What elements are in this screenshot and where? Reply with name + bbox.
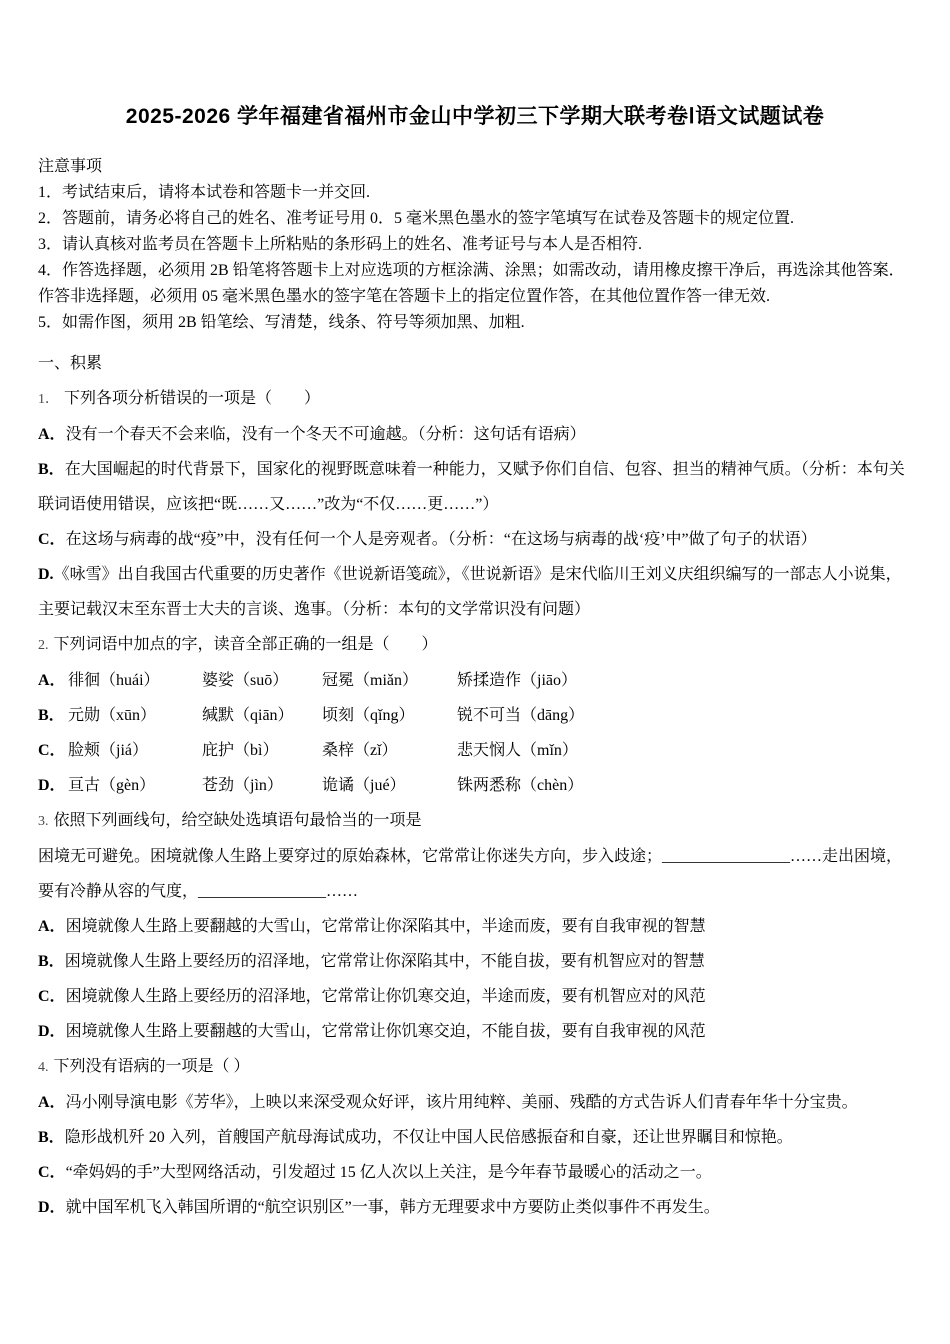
pronunciation-term: 悲天悯人（mǐn） [457, 742, 578, 759]
option-letter: D. [38, 566, 54, 583]
q1-option-d [38, 557, 912, 627]
question-2-stem [38, 627, 912, 663]
option-letter: B． [38, 953, 65, 970]
option-letter: C． [38, 531, 66, 548]
q2-option-b [38, 698, 912, 733]
pronunciation-term: 冠冕（miǎn） [322, 672, 418, 689]
pronunciation-term: 桑梓（zǐ） [322, 742, 398, 759]
q1-option-a [38, 417, 912, 452]
option-text: 困境就像人生路上要翻越的大雪山，它常常让你饥寒交迫，不能自拔，要有自我审视的风范 [65, 1023, 706, 1040]
question-number: 3. [38, 814, 49, 829]
option-letter: A． [38, 672, 66, 689]
question-number: 2. [38, 638, 49, 653]
q4-option-b [38, 1120, 912, 1155]
q2-option-c [38, 733, 912, 768]
question-4-stem [38, 1049, 912, 1085]
question-number: 4. [38, 1060, 49, 1075]
option-letter: C． [38, 988, 66, 1005]
q2-option-a [38, 663, 912, 698]
notice-item: 2．答题前，请务必将自己的姓名、准考证号用 0．5 毫米黑色墨水的签字笔填写在试卷及答题卡的规定位置. [38, 210, 795, 227]
pronunciation-term: 苍劲（jìn） [202, 777, 283, 794]
option-letter: A． [38, 918, 66, 935]
q4-option-a [38, 1085, 912, 1120]
option-letter: B． [38, 1129, 65, 1146]
question-1-stem [38, 381, 912, 417]
option-letter: A． [38, 426, 66, 443]
pronunciation-term: 顷刻（qǐng） [322, 707, 415, 724]
notice-item: 1．考试结束后，请将本试卷和答题卡一并交回. [38, 184, 371, 201]
pronunciation-term: 脸颊（jiá） [68, 742, 148, 759]
option-text: 《咏雪》出自我国古代重要的历史著作《世说新语笺疏》，《世说新语》是宋代临川王刘义庆组织编写的一部志人小说集，主要记载汉末至东晋士大夫的言谈、逸事。（分析：本句的文学常识没有问题） [38, 566, 902, 618]
pronunciation-term: 庇护（bì） [202, 742, 279, 759]
q4-option-c [38, 1155, 912, 1190]
section-heading: 一、积累 [38, 355, 103, 372]
option-letter: C． [38, 742, 66, 759]
option-text: 困境就像人生路上要经历的沼泽地，它常常让你深陷其中，不能自拔，要有机智应对的智慧 [64, 953, 705, 970]
exam-body [38, 346, 912, 1225]
q3-option-d [38, 1014, 912, 1049]
option-text: 在大国崛起的时代背景下，国家化的视野既意味着一种能力，又赋予你们自信、包容、担当的精神气质。（分析：本句关联词语使用错误，应该把“既……又……”改为“不仅……更……”） [38, 461, 905, 513]
pronunciation-term: 徘徊（huái） [68, 672, 160, 689]
q3-option-b [38, 944, 912, 979]
question-stem-text: 下列词语中加点的字，读音全部正确的一组是（ ） [53, 636, 438, 653]
q1-option-c [38, 522, 912, 557]
option-text: 隐形战机歼 20 入列，首艘国产航母海试成功，不仅让中国人民倍感振奋和自豪，还让世界瞩目和惊艳。 [64, 1129, 793, 1146]
notice-section [38, 154, 912, 336]
pronunciation-term: 诡谲（jué） [322, 777, 406, 794]
notice-item: 4．作答选择题，必须用 2B 铅笔将答题卡上对应选项的方框涂满、涂黑；如需改动，请用橡皮擦干净后，再选涂其他答案．作答非选择题，必须用 05 毫米黑色墨水的签字笔在答题卡上的指定位置作答，在其他位置作答一律无效. [38, 262, 905, 305]
pronunciation-term: 婆娑（suō） [202, 672, 289, 689]
notice-item: 5．如需作图，须用 2B 铅笔绘、写清楚，线条、符号等须加黑、加粗. [38, 314, 525, 331]
option-letter: C． [38, 1164, 66, 1181]
q3-passage: 困境无可避免。困境就像人生路上要穿过的原始森林，它常常让你迷失方向，步入歧途；________________……走出困境，要有冷静从容的气度，________________…… [38, 848, 903, 900]
question-number: 1． [38, 392, 59, 407]
q2-option-d [38, 768, 912, 803]
option-text: 困境就像人生路上要经历的沼泽地，它常常让你饥寒交迫，半途而废，要有机智应对的风范 [65, 988, 706, 1005]
option-letter: A． [38, 1094, 66, 1111]
option-text: 在这场与病毒的战“疫”中，没有任何一个人是旁观者。（分析：“在这场与病毒的战‘疫’中”做了句子的状语） [65, 531, 817, 548]
question-stem-text: 下列各项分析错误的一项是（ ） [64, 390, 321, 407]
q3-option-a [38, 909, 912, 944]
question-stem-text: 依照下列画线句，给空缺处选填语句最恰当的一项是 [53, 812, 422, 829]
question-3-stem [38, 803, 912, 839]
notice-item: 3．请认真核对监考员在答题卡上所粘贴的条形码上的姓名、准考证号与本人是否相符. [38, 236, 643, 253]
option-letter: D． [38, 1199, 66, 1216]
option-letter: D． [38, 1023, 66, 1040]
pronunciation-term: 锐不可当（dāng） [457, 707, 585, 724]
pronunciation-term: 亘古（gèn） [68, 777, 156, 794]
option-text: 困境就像人生路上要翻越的大雪山，它常常让你深陷其中，半途而废，要有自我审视的智慧 [65, 918, 706, 935]
q1-option-b [38, 452, 912, 522]
option-text: 冯小刚导演电影《芳华》，上映以来深受观众好评，该片用纯粹、美丽、残酷的方式告诉人们青春年华十分宝贵。 [65, 1094, 858, 1111]
pronunciation-term: 元勋（xūn） [68, 707, 157, 724]
pronunciation-term: 铢两悉称（chèn） [457, 777, 584, 794]
option-text: “牵妈妈的手”大型网络活动，引发超过 15 亿人次以上关注，是今年春节最暖心的活动之一。 [65, 1164, 712, 1181]
q3-option-c [38, 979, 912, 1014]
option-text: 没有一个春天不会来临，没有一个冬天不可逾越。（分析：这句话有语病） [65, 426, 586, 443]
exam-title: 2025-2026 学年福建省福州市金山中学初三下学期大联考卷Ⅰ语文试题试卷 [125, 105, 825, 128]
q4-option-d [38, 1190, 912, 1225]
notice-header: 注意事项 [38, 158, 103, 175]
pronunciation-term: 缄默（qiān） [202, 707, 294, 724]
option-letter: B． [38, 461, 65, 478]
option-letter: D． [38, 777, 66, 794]
option-text: 就中国军机飞入韩国所谓的“航空识别区”一事，韩方无理要求中方要防止类似事件不再发生。 [65, 1199, 720, 1216]
pronunciation-term: 矫揉造作（jiāo） [457, 672, 577, 689]
option-letter: B． [38, 707, 65, 724]
question-stem-text: 下列没有语病的一项是（ ） [53, 1058, 250, 1075]
